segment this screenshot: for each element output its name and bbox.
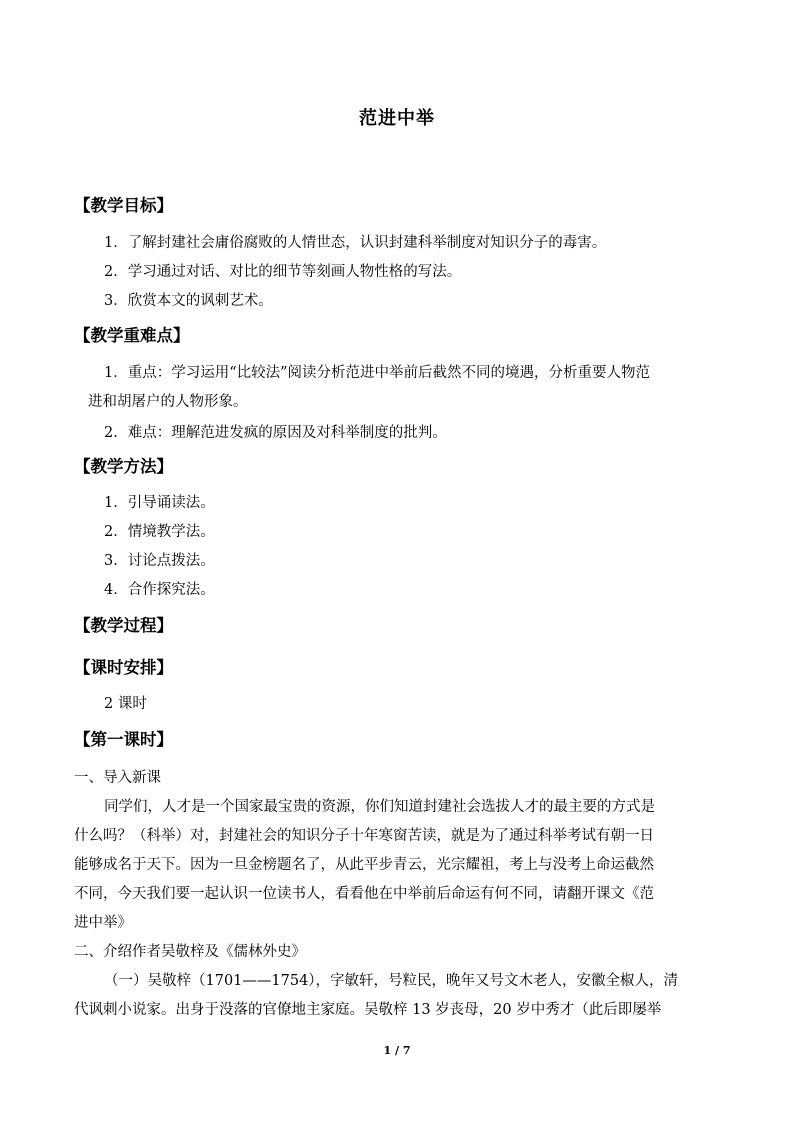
- key-point-2: 2．难点：理解范进发疯的原因及对科举制度的批判。: [104, 425, 447, 441]
- section-heading-objectives: 【教学目标】: [74, 196, 173, 215]
- part1-line-3: 能够成名于天下。因为一旦金榜题名了，从此平步青云，光宗耀祖，考上与没考上命运截然: [74, 857, 654, 873]
- section-heading-methods: 【教学方法】: [74, 457, 173, 476]
- part1-line-5: 进中举》: [74, 915, 132, 931]
- part2-line-1: （一）吴敬梓（1701——1754），字敏轩，号粒民，晚年又号文木老人，安徽全椒人，清: [104, 973, 679, 989]
- part1-line-4: 不同，今天我们要一起认识一位读书人，看看他在中举前后命运有何不同，请翻开课文《范: [74, 886, 654, 902]
- objective-item-1: 1．了解封建社会庸俗腐败的人情世态，认识封建科举制度对知识分子的毒害。: [104, 235, 607, 251]
- page-number: 1 / 7: [383, 1044, 411, 1057]
- page-title: 范进中举: [359, 108, 435, 129]
- part1-line-1: 同学们，人才是一个国家最宝贵的资源，你们知道封建社会选拔人才的最主要的方式是: [104, 799, 655, 815]
- method-item-3: 3．讨论点拨法。: [104, 553, 215, 569]
- part2-line-2: 代讽刺小说家。出身于没落的官僚地主家庭。吴敬梓 13 岁丧母，20 岁中秀才（此后即屡举: [74, 1002, 662, 1018]
- key-point-1-line-1: 1．重点：学习运用“比较法”阅读分析范进中举前后截然不同的境遇，分析重要人物范: [104, 365, 651, 381]
- part1-heading: 一、导入新课: [74, 770, 161, 786]
- section-heading-key-points: 【教学重难点】: [74, 326, 190, 345]
- schedule-value: 2 课时: [104, 696, 147, 712]
- section-heading-first-lesson: 【第一课时】: [74, 730, 173, 749]
- part2-heading: 二、介绍作者吴敬梓及《儒林外史》: [74, 944, 306, 960]
- section-heading-process: 【教学过程】: [74, 616, 173, 635]
- objective-item-2: 2．学习通过对话、对比的细节等刻画人物性格的写法。: [104, 264, 462, 280]
- objective-item-3: 3．欣赏本文的讽刺艺术。: [104, 293, 273, 309]
- section-heading-schedule: 【课时安排】: [74, 658, 173, 677]
- method-item-1: 1．引导诵读法。: [104, 495, 215, 511]
- method-item-2: 2．情境教学法。: [104, 524, 215, 540]
- key-point-1-line-2: 进和胡屠户的人物形象。: [88, 394, 248, 410]
- method-item-4: 4．合作探究法。: [104, 582, 215, 598]
- part1-line-2: 什么吗？（科举）对，封建社会的知识分子十年寒窗苦读，就是为了通过科举考试有朝一日: [74, 828, 654, 844]
